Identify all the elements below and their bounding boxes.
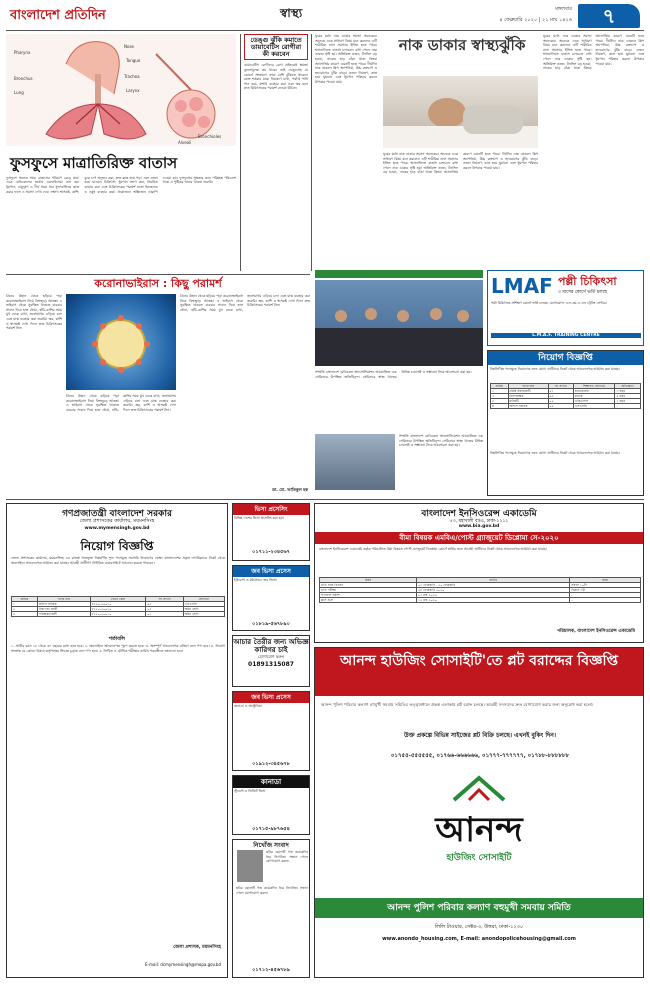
table-cell: ০৫ — [146, 602, 183, 607]
lung-diagram — [6, 34, 236, 146]
notice-head: বাংলাদেশ ইনসিওরেন্স একাডেমি — [421, 509, 537, 519]
diagram-label: Alveoli — [178, 140, 192, 145]
ad-phone: ০১৭১৫-৯৮৭৬৫৪ — [252, 826, 290, 832]
table-cell: বিকাল ৩টা — [570, 588, 641, 593]
classified-ad — [232, 775, 310, 835]
diagram-label: Lung — [14, 90, 24, 95]
snoring-article — [315, 34, 644, 266]
table-cell: ০৫ — [548, 399, 573, 404]
notice-body: বাংলাদেশ ইনসিওরেন্স একাডেমি কর্তৃক পরিচালিত বীমা বিষয়ক পোস্ট গ্র্যাজুয়েট ডিপ্লোমা কোর্সে ভর্তির জন্য আগ্রহী প্রার্থীদের নিকট থেকে আবেদনপত্র আহ্বান করা যাচ্ছে। — [319, 547, 547, 551]
table-cell: ২ বছর — [615, 394, 641, 399]
notice-body: নিম্নলিখিত পদসমূহে নিয়োগের জন্য যোগ্য প্রার্থীদের নিকট থেকে আবেদনপত্র আহ্বান করা যাচ্ছে। — [490, 451, 620, 455]
table-header-cell: পদের নাম — [508, 384, 548, 389]
diagram-label: Trachea — [124, 74, 140, 79]
notice-subhead: ৫৩, মহাখালী বা/এ, ঢাকা-১২১২ — [449, 519, 509, 524]
lmaf-org: L.M.A.F. TRAINING CENTRE — [491, 333, 641, 338]
housing-phones: ০১৭৫৫-৫৫৫৫৫৫, ০১৭৬৬-৬৬৬৬৬৬, ০১৭৭৭-৭৭৭৭৭৭, ০১৭৮৮-৮৮৮৮৮৮ — [390, 753, 570, 759]
housing-note: উক্ত প্রকল্পে বিভিন্ন সাইজের প্লট বিক্রি চলছে। এখনই বুকিং দিন। — [404, 732, 556, 739]
notice-signature: পরিচালক, বাংলাদেশ ইনসিওরেন্স একাডেমি — [557, 629, 635, 634]
photo-story — [315, 270, 483, 496]
ad-title: আচার তৈরীর জন্য অভিজ্ঞ কারিগর চাই — [233, 638, 309, 654]
table-cell: পরিচ্ছন্নতাকর্মী — [37, 612, 90, 617]
article-body: ফুসফুসে অনেক সময় বাতাসের পরিমাণ বেড়ে যায়। একে মেডিকেলের ভাষায় এমফাইসেমা বলা হয়। ধূমপান, বায়ুদূষণ ও দীর্ঘ সময় ধরে ধুলাবালিতে কাজ করার ফলে এ সমস্যা দেখা দেয়। লক্ষণ: শ্বাসকষ্ট, কাশি, বুকে চাপ অনুভব করা, দ্রুত ক্লান্ত হয়ে পড়া এবং ওজন কমে যাওয়া। চিকিৎসা: ধূমপান ত্যাগ করা, নিয়মিত ব্যায়াম করা এবং চিকিৎসকের পরামর্শ মতো ইনহেলার ও ওষুধ ব্যবহার করা। প্রয়োজনে অক্সিজেন থেরাপি দেওয়া হয়। ফুসফুসের সুস্থতার জন্য পরিচ্ছন্ন পরিবেশে থাকা ও পুষ্টিকর খাবার খাওয়া জরুরি। — [6, 175, 236, 194]
diagram-label: Larynx — [126, 88, 140, 93]
house-icon — [449, 772, 509, 802]
table-cell: ১ বছর — [615, 399, 641, 404]
table-cell: অষ্টম শ্রেণি — [183, 612, 224, 617]
classified-ad — [232, 503, 310, 561]
table-cell: ০২ — [548, 404, 573, 409]
table-cell: ১৫ মার্চ ২০২০ — [417, 598, 570, 603]
housing-address: লিলি টাওয়ার, সেক্টর-৩, উত্তরা, ঢাকা-১২৩০ — [434, 924, 524, 930]
missing-person-photo — [237, 850, 263, 882]
table-row — [491, 404, 641, 409]
diagram-label: Nose — [124, 44, 134, 49]
table-header-cell: অভিজ্ঞতা — [615, 384, 641, 389]
housing-body: আনন্দ পুলিশ পরিবার কল্যাণ বহুমুখী সমবায় সমিতির তত্ত্বাবধানে প্রকল্প এলাকায় প্লট বরাদ্দ চলছে। আগ্রহী সদস্যদের দ্রুত যোগাযোগ করার জন্য অনুরোধ করা হলো। — [321, 702, 594, 707]
table-cell: এসএসসি — [573, 404, 615, 409]
notice-title: নিয়োগ বিজ্ঞপ্তি — [80, 539, 154, 553]
table-cell: সকাল ১০টা — [570, 583, 641, 588]
table-header-cell: ক্রমিক — [12, 597, 38, 602]
ad-title: জব ভিসা প্রসেস — [233, 566, 309, 577]
lung-article — [6, 34, 236, 271]
diagram-label: Bronchioles — [198, 134, 222, 139]
box-body: চীনের উহান থেকে ছড়িয়ে পড়া করোনাভাইরাস নিয়ে বিশ্বজুড়ে আতঙ্ক। এ ভাইরাস থেকে সুরক্ষিত থাকতে বারবার সাবান দিয়ে হাত ধোয়া, হাঁচি-কাশির সময় মুখ ঢেকে রাখা, জনসমাগম এড়িয়ে চলা এবং মাস্ক ব্যবহার করা জরুরি। জ্বর, কাশি ও শ্বাসকষ্ট দেখা দিলে দ্রুত চিকিৎসকের পরামর্শ নিন। — [66, 394, 176, 412]
table-header-cell: যোগ্যতা — [183, 597, 224, 602]
gov-notice — [6, 503, 228, 978]
ad-body: যোগাযোগ করুন — [257, 654, 285, 659]
ad-body: কানাডা ও অস্ট্রেলিয়া — [234, 704, 262, 708]
table-cell: ফলাফল প্রকাশ — [320, 593, 417, 598]
lmaf-body: পল্লী চিকিৎসক প্রশিক্ষণ কোর্সে ভর্তি চলছে। যোগাযোগ: এল.এম.এ.এফ ট্রেনিং সেন্টার। — [491, 301, 607, 305]
notice-title: নিয়োগ বিজ্ঞপ্তি — [488, 351, 643, 365]
article-headline: নাক ডাকার স্বাস্থ্যঝুঁকি — [398, 36, 526, 54]
ad-phone: ০১৯১২-৩৪৫৬৭৮ — [252, 761, 290, 767]
table-header-cell: সময় — [570, 578, 641, 583]
article-body-col2: ঘুমের মধ্যে নাক ডাকার সমস্যা অনেকের। অনেকে একে সাধারণ বিষয় মনে করলেও এটি শারীরিক নানা সমস্যার ইঙ্গিত হতে পারে। শ্বাসনালিতে বাতাস চলাচলে বাধা পেলে নাক ডাকার সৃষ্টি হয়। অতিরিক্ত ওজন, টনসিল বড় হওয়া, নাকের হাড় বাঁকা থাকা কিংবা অ্যালার্জির কারণে এমনটি হতে পারে। দীর্ঘদিন নাক ডাকলে স্লিপ অ্যাপনিয়া, উচ্চ রক্তচাপ ও হৃদরোগের ঝুঁকি বাড়ে। ওজন নিয়ন্ত্রণ, কাত হয়ে ঘুমানো এবং ধূমপান পরিহার করলে উপকার পাওয়া যায়। — [383, 152, 538, 175]
table-cell: ৮২৫০-২০০১০ — [90, 612, 146, 617]
notice-signature: জেলা প্রশাসক, ময়মনসিংহ — [173, 945, 221, 950]
table-cell: ৩ বছর — [615, 389, 641, 394]
byline: ডা. মো. আতিকুল হক — [272, 487, 308, 492]
table-cell: স্নাতক — [573, 394, 615, 399]
ad-body: ছবির ছেলেটি গত কয়েকদিন ধরে নিখোঁজ। সন্ধান পেলে যোগাযোগ করুন। — [236, 886, 308, 895]
small-ads-column — [232, 503, 310, 978]
table-cell: ২৮ ফেব্রুয়ারি ২০২০ — [417, 588, 570, 593]
table-cell: ২ — [12, 607, 38, 612]
table-cell: ৩ — [491, 399, 509, 404]
table-header-cell: বেতন স্কেল — [90, 597, 146, 602]
table-header-cell: শিক্ষাগত যোগ্যতা — [573, 384, 615, 389]
ad-phone: ০১৭১১-২৩৪৫৬৭ — [252, 549, 290, 555]
ad-title: ভিসা প্রসেসিং — [233, 504, 309, 515]
table-cell: ০১ — [548, 389, 573, 394]
table-cell: ভর্তি পরীক্ষা — [320, 588, 417, 593]
ad-body: বিভিন্ন দেশের ভিসা প্রসেসিং করা হয়। — [234, 516, 284, 520]
table-cell: হিসাবরক্ষক — [508, 394, 548, 399]
conditions-title: শর্তাবলি — [108, 636, 126, 642]
housing-org: আনন্দ পুলিশ পরিবার কল্যাণ বহুমুখী সমবায় সমিতি — [315, 898, 643, 918]
table-cell: ২ — [491, 394, 509, 399]
ad-body: ইউরোপ ও মধ্যপ্রাচ্যে জব ভিসা। — [234, 578, 278, 582]
notice-title: বীমা বিষয়ক এমবিএ/পোস্ট গ্র্যাজুয়েট ডিপ্লোমা সে-২০২০ — [315, 532, 643, 544]
table-cell: ৮২৫০-২০০১০ — [90, 602, 146, 607]
table-cell: এসএসসি — [183, 602, 224, 607]
notice-subhead: জেলা প্রশাসকের কার্যালয়, ময়মনসিংহ — [79, 518, 155, 524]
box-title: করোনাভাইরাস : কিছু পরামর্শ — [94, 277, 222, 290]
table-cell: এইচএসসি — [573, 399, 615, 404]
table-cell: অষ্টম শ্রেণি — [183, 607, 224, 612]
table-cell: ৪ — [491, 404, 509, 409]
lmaf-subtitle: ৩ মাসের কোর্সে ভর্তি চলছে — [558, 290, 608, 295]
job-notice — [487, 350, 644, 496]
table-cell: - — [570, 598, 641, 603]
page-header — [0, 0, 650, 30]
table-cell: ০২ — [146, 607, 183, 612]
notice-web: www.bia.gov.bd — [458, 524, 500, 529]
table-cell: - — [615, 404, 641, 409]
housing-ad — [314, 647, 644, 978]
table-header-cell: পদের নাম — [37, 597, 90, 602]
housing-contact: www.anondo_housing.com, E-mail: anondopolicehousing@gmail.com — [382, 936, 576, 942]
table-cell: ১ — [491, 389, 509, 394]
housing-logo — [315, 772, 643, 892]
job-table — [490, 383, 641, 409]
section-title: স্বাস্থ্য — [280, 6, 303, 20]
table-cell: ভর্তি ফরম বিতরণ — [320, 583, 417, 588]
table-cell: স্নাতকোত্তর — [573, 389, 615, 394]
date-line: ৪ ফেব্রুয়ারি ২০২০ | ২১ মাঘ ১৪২৬ — [499, 17, 572, 23]
gov-table — [11, 596, 225, 617]
ad-title: নিখোঁজ সংবাদ — [253, 842, 289, 849]
table-cell: নিরাপত্তা প্রহরী — [37, 607, 90, 612]
box-body: চীনের উহান থেকে ছড়িয়ে পড়া করোনাভাইরাস নিয়ে বিশ্বজুড়ে আতঙ্ক। এ ভাইরাস থেকে সুরক্ষিত থাকতে বারবার সাবান দিয়ে হাত ধোয়া, হাঁচি-কাশির সময় মুখ ঢেকে রাখা, জনসমাগম এড়িয়ে চলা এবং মাস্ক ব্যবহার করা জরুরি। জ্বর, কাশি ও শ্বাসকষ্ট দেখা দিলে দ্রুত চিকিৎসকের পরামর্শ নিন। — [6, 294, 62, 331]
lmaf-ad — [487, 270, 644, 346]
ad-phone: ০১৭১২-৪৫৬৭৮৯ — [252, 967, 290, 973]
notice-head: গণপ্রজাতন্ত্রী বাংলাদেশ সরকার — [62, 509, 172, 519]
logo-subtext: হাউজিং সোসাইটি — [446, 853, 512, 863]
day-label: মঙ্গলবার — [555, 6, 572, 12]
diagram-label: Pharynx — [14, 50, 31, 55]
housing-title: আনন্দ হাউজিং সোসাইটি'তে প্লট বরাদ্দের বিজ্ঞপ্তি — [315, 648, 643, 696]
lmaf-title: পল্লী চিকিৎসা — [558, 275, 617, 288]
table-cell: অফিস সহায়ক — [37, 602, 90, 607]
article-body-col1: ঘুমের মধ্যে নাক ডাকার সমস্যা অনেকের। অনেকে একে সাধারণ বিষয় মনে করলেও এটি শারীরিক নানা সমস্যার ইঙ্গিত হতে পারে। শ্বাসনালিতে বাতাস চলাচলে বাধা পেলে নাক ডাকার সৃষ্টি হয়। অতিরিক্ত ওজন, টনসিল বড় হওয়া, নাকের হাড় বাঁকা থাকা কিংবা অ্যালার্জির কারণে এমনটি হতে পারে। দীর্ঘদিন নাক ডাকলে স্লিপ অ্যাপনিয়া, উচ্চ রক্তচাপ ও হৃদরোগের ঝুঁকি বাড়ে। ওজন নিয়ন্ত্রণ, কাত হয়ে ঘুমানো এবং ধূমপান পরিহার করলে উপকার পাওয়া যায়। — [315, 34, 377, 84]
table-cell: ০৫ মার্চ ২০২০ — [417, 593, 570, 598]
masthead: বাংলাদেশ প্রতিদিন — [10, 8, 106, 23]
logo-text: আনন্দ — [435, 810, 523, 850]
ad-title: জব ভিসা প্রসেস — [233, 692, 309, 703]
table-cell: মাঠকর্মী — [508, 399, 548, 404]
table-cell: ১ — [12, 602, 38, 607]
ad-body: স্টুডেন্ট ও ভিজিট ভিসা — [234, 789, 266, 793]
header-rule — [6, 30, 644, 31]
event-photo-small — [315, 434, 395, 490]
table-cell: ০২ — [548, 394, 573, 399]
table-header-cell: ক্রমিক — [491, 384, 509, 389]
ad-body: ছবির ছেলেটি গত কয়েকদিন ধরে নিখোঁজ। সন্ধান পেলে যোগাযোগ করুন। — [266, 850, 308, 864]
classified-ad — [232, 691, 310, 771]
virus-illustration — [66, 294, 176, 390]
diagram-label: Bronchus — [14, 76, 33, 81]
section-strip — [315, 270, 483, 278]
event-photo — [315, 280, 483, 366]
classified-ad — [232, 565, 310, 631]
dengue-article — [244, 34, 308, 271]
notice-body: নিম্নলিখিত পদসমূহে নিয়োগের জন্য যোগ্য প্রার্থীদের নিকট থেকে আবেদনপত্র আহ্বান করা যাচ্ছে। — [490, 367, 620, 371]
table-cell: ০৫ ফেব্রুয়ারি - ২০ ফেব্রুয়ারি — [417, 583, 570, 588]
table-cell: অফিস সহায়ক — [508, 404, 548, 409]
table-header-cell: তারিখ — [417, 578, 570, 583]
article-body: ডায়াবেটিস রোগীদের রোগ প্রতিরোধ ক্ষমতা তুলনামূলক কম থাকে। তাই ডেঙ্গুসহ যে কোনো সংক্রমণে তারা বেশি ঝুঁকিতে থাকেন। রক্তে শর্করার মাত্রা নিয়ন্ত্রণে রাখা, পর্যাপ্ত পানি পান করা, মশারি ব্যবহার করা এবং জ্বর হলে দ্রুত চিকিৎসকের পরামর্শ নেওয়া উচিত। — [244, 63, 308, 91]
table-cell: ৮২৫০-২০০১০ — [90, 607, 146, 612]
photo-caption: সম্প্রতি বাংলাদেশ মেডিকেল অ্যাসোসিয়েশন আয়োজিত এক সেমিনারে উপস্থিত অতিথিবৃন্দ। সেমিনারে স্বাস্থ্য খাতের বিভিন্ন চ্যালেঞ্জ ও সম্ভাবনা নিয়ে আলোচনা করা হয়। — [399, 434, 483, 448]
article-headline: ফুসফুসে মাত্রাতিরিক্ত বাতাস — [10, 154, 178, 172]
sleeping-man-photo — [383, 76, 538, 148]
table-header-cell: পদ সংখ্যা — [146, 597, 183, 602]
ad-title: কানাডা — [233, 776, 309, 788]
page-number: ৭ — [578, 4, 640, 28]
table-row — [320, 598, 641, 603]
article-headline: ডেঙ্গু ঝুঁকি কমাতে ডায়াবেটিস রোগীরা কী করবেন — [244, 34, 308, 60]
table-cell: প্রকল্প সমন্বয়কারী — [508, 389, 548, 394]
box-body: চীনের উহান থেকে ছড়িয়ে পড়া করোনাভাইরাস নিয়ে বিশ্বজুড়ে আতঙ্ক। এ ভাইরাস থেকে সুরক্ষিত থাকতে বারবার সাবান দিয়ে হাত ধোয়া, হাঁচি-কাশির সময় মুখ ঢেকে রাখা, জনসমাগম এড়িয়ে চলা এবং মাস্ক ব্যবহার করা জরুরি। জ্বর, কাশি ও শ্বাসকষ্ট দেখা দিলে দ্রুত চিকিৎসকের পরামর্শ নিন। — [180, 294, 310, 312]
insurance-notice — [314, 503, 644, 643]
corona-box — [6, 278, 310, 496]
table-cell: ক্লাস শুরু — [320, 598, 417, 603]
table-header-cell: পদ সংখ্যা — [548, 384, 573, 389]
ad-phone: 01891315087 — [248, 661, 294, 668]
notice-body: জেলা প্রশাসকের কার্যালয়, ময়মনসিংহ এর রাজস্ব খাতভুক্ত নিম্নবর্ণিত শূন্য পদসমূহে সরাসরি নিয়োগের লক্ষ্যে বাংলাদেশের প্রকৃত নাগরিকদের নিকট থেকে অনলাইনে আবেদনপত্র আহ্বান করা যাচ্ছে। আগ্রহী প্রার্থীগণ নির্ধারিত ওয়েবসাইটে আবেদন করতে পারবেন। — [11, 556, 225, 565]
article-body-col3: ঘুমের মধ্যে নাক ডাকার সমস্যা অনেকের। অনেকে একে সাধারণ বিষয় মনে করলেও এটি শারীরিক নানা সমস্যার ইঙ্গিত হতে পারে। শ্বাসনালিতে বাতাস চলাচলে বাধা পেলে নাক ডাকার সৃষ্টি হয়। অতিরিক্ত ওজন, টনসিল বড় হওয়া, নাকের হাড় বাঁকা থাকা কিংবা অ্যালার্জির কারণে এমনটি হতে পারে। দীর্ঘদিন নাক ডাকলে স্লিপ অ্যাপনিয়া, উচ্চ রক্তচাপ ও হৃদরোগের ঝুঁকি বাড়ে। ওজন নিয়ন্ত্রণ, কাত হয়ে ঘুমানো এবং ধূমপান পরিহার করলে উপকার পাওয়া যায়। — [543, 34, 644, 71]
missing-person-ad — [232, 839, 310, 978]
table-header-cell: বিষয় — [320, 578, 417, 583]
table-cell: - — [570, 593, 641, 598]
diagram-label: Tongue — [126, 58, 141, 63]
notice-web: www.mymensingh.gov.bd — [84, 526, 150, 531]
notice-email: E-mail: dcmymensingh@mopa.gov.bd — [145, 962, 221, 967]
conditions-body: ১. প্রার্থীর বয়স ১৮ থেকে ৩০ বছরের মধ্যে হতে হবে। ২. অনলাইনে আবেদনপত্র পূরণ করতে হবে। ৩. অসম্পূর্ণ আবেদনপত্র বাতিল বলে গণ্য হবে। ৪. নিয়োগ সংক্রান্ত যে কোনো বিষয়ে কর্তৃপক্ষের সিদ্ধান্ত চূড়ান্ত বলে গণ্য হবে। ৫. লিখিত ও মৌখিক পরীক্ষার তারিখ পরবর্তীতে জানানো হবে। — [11, 644, 225, 653]
lmaf-tag: LMAF — [491, 274, 553, 298]
table-cell: ০১ — [146, 612, 183, 617]
insurance-table — [319, 577, 641, 603]
ad-phone: ০১৮১৯-৫৬৭৮৯০ — [252, 621, 290, 627]
table-row — [12, 612, 225, 617]
photo-caption: সম্প্রতি বাংলাদেশ মেডিকেল অ্যাসোসিয়েশন আয়োজিত এক সেমিনারে উপস্থিত অতিথিবৃন্দ। সেমিনারে স্বাস্থ্য খাতের বিভিন্ন চ্যালেঞ্জ ও সম্ভাবনা নিয়ে আলোচনা করা হয়। — [315, 370, 472, 379]
classified-ad — [232, 635, 310, 687]
table-cell: ৩ — [12, 612, 38, 617]
